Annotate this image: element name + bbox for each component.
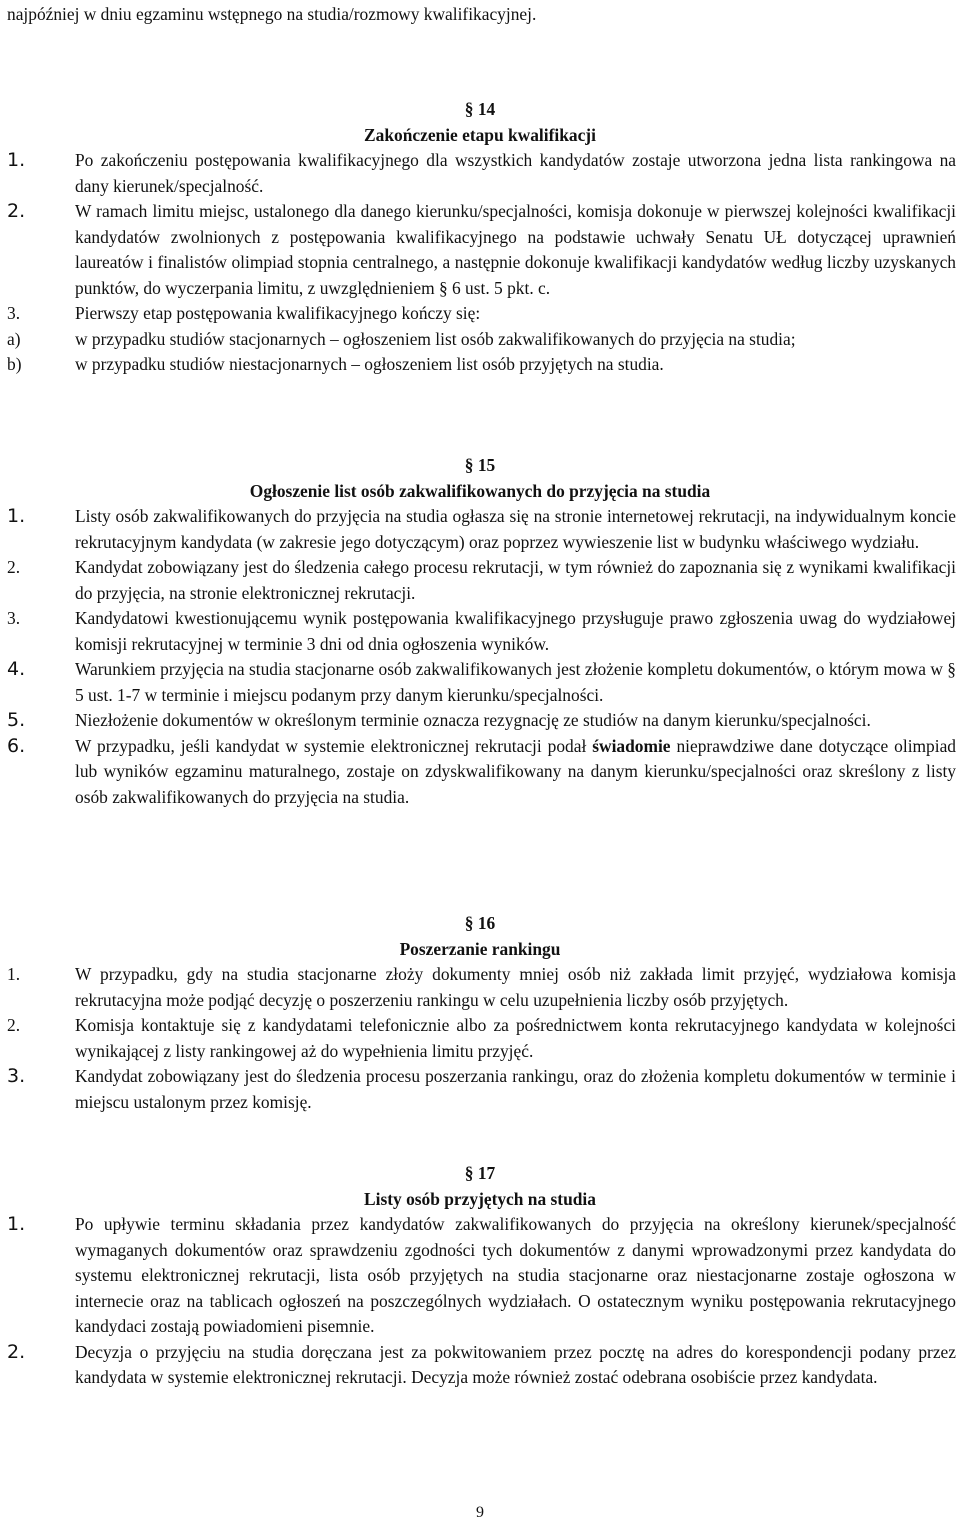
section-16 [0,911,960,1115]
emphasis-bold: świadomie [592,735,671,756]
s16-item-1: 1. W przypadku, gdy na studia stacjonarne złoży dokumenty mniej osób niż zakłada limit przyjęć, wydziałowa komisja rekrutacyjna może podjąć decyzję o poszerzeniu rankingu w celu uzupełnienia liczby osób przyjętych. [7,964,956,1010]
page-number: 9 [476,1504,484,1521]
section-14-title: Zakończenie etapu kwalifikacji [364,124,596,145]
section-16-heading [0,911,960,962]
section-17-title: Listy osób przyjętych na studia [364,1188,596,1209]
s15-item-6: 6. W przypadku, jeśli kandydat w systemie elektronicznej rekrutacji podał świadomie nieprawdziwe dane dotyczące olimpiad lub wyników egzaminu maturalnego, zostaje on zdyskwalifikowany na danym kierunku/specjalności oraz skreślony z listy osób zakwalifikowanych do przyjęcia na studia. [7,734,956,807]
s15-item-4: 4. Warunkiem przyjęcia na studia stacjonarne osób zakwalifikowanych jest złożenie kompletu dokumentów, o którym mowa w § 5 ust. 1-7 w terminie i miejscu podanym przy danym kierunku/specjalności. [7,658,956,705]
intro-line: najpóźniej w dniu egzaminu wstępnego na studia/rozmowy kwalifikacyjnej. [7,4,537,24]
s14-item-3: 3. Pierwszy etap postępowania kwalifikacyjnego kończy się: [7,303,481,323]
s17-item-2: 2. Decyzja o przyjęciu na studia doręczana jest za pokwitowaniem przez pocztę na adres do korespondencji podany przez kandydata w systemie elektronicznej rekrutacji. Decyzja może również zostać odebrana osobiście przez kandydata. [7,1340,956,1387]
s15-item-1: 1. Listy osób zakwalifikowanych do przyjęcia na studia ogłasza się na stronie internetowej rekrutacji, na indywidualnym koncie rekrutacyjnym kandydata (w zakresie jego dotyczącym) oraz poprzez wywieszenie list w budynku właściwego wydziału. [7,505,956,552]
s15-item-3: 3. Kandydatowi kwestionującemu wynik postępowania kwalifikacyjnego przysługuje prawo zgłoszenia uwag do wydziałowej komisji rekrutacyjnej w terminie 3 dni od dnia ogłoszenia wyników. [7,608,956,654]
section-14-number: § 14 [464,99,496,119]
section-15-title: Ogłoszenie list osób zakwalifikowanych do przyjęcia na studia [249,480,711,501]
section-17-heading [0,1161,960,1212]
section-16-title: Poszerzanie rankingu [399,938,561,959]
s17-item-1: 1. Po upływie terminu składania przez kandydatów zakwalifikowanych do przyjęcia na określony kierunek/specjalność wymaganych dokumentów oraz sprawdzeniu zgodności tych dokumentów z danymi wprowadzonymi przez kandydata do systemu elektronicznej rekrutacji, lista osób przyjętych na studia stacjonarne oraz niestacjonarne zostaje ogłoszona w internecie oraz na tablicach ogłoszeń na poszczególnych wydziałach. O ostatecznym wyniku postępowania rekrutacyjnego kandydaci zostają powiadomieni pisemnie. [7,1213,956,1336]
s14-item-2: 2. W ramach limitu miejsc, ustalonego dla danego kierunku/specjalności, komisja dokonuje w pierwszej kolejności kwalifikacji kandydatów zwolnionych z postępowania kwalifikacyjnego na podstawie uchwały Senatu UŁ dotyczącej uprawnień laureatów i finalistów olimpiad stopnia centralnego, a następnie dokonuje kwalifikacji kandydatów według liczby uzyskanych punktów, do wyczerpania limitu, z uwzględnieniem § 6 ust. 5 pkt. c. [7,200,956,298]
section-17-number: § 17 [464,1163,496,1183]
section-16-number: § 16 [464,913,496,933]
section-15-heading [0,453,960,504]
s16-item-3: 3. Kandydat zobowiązany jest do śledzenia procesu poszerzania rankingu, oraz do złożenia kompletu dokumentów w terminie i miejscu ustalonym przez komisję. [7,1065,956,1112]
s15-item-5: 5. Niezłożenie dokumentów w określonym terminie oznacza rezygnację ze studiów na danym kierunku/specjalności. [7,709,871,731]
section-14 [0,97,960,378]
section-15 [0,453,960,810]
s14-sub-b: b) w przypadku studiów niestacjonarnych – ogłoszeniem list osób przyjętych na studia. [7,354,664,374]
s14-item-1: 1. Po zakończeniu postępowania kwalifikacyjnego dla wszystkich kandydatów zostaje utworzona jedna lista rankingowa na dany kierunek/specjalność. [7,149,956,196]
section-15-number: § 15 [464,455,496,475]
section-17 [0,1161,960,1391]
s14-sub-a: a) w przypadku studiów stacjonarnych – ogłoszeniem list osób zakwalifikowanych do przyjęcia na studia; [7,328,796,349]
section-14-heading [0,97,960,148]
s16-item-2: 2. Komisja kontaktuje się z kandydatami telefonicznie albo za pośrednictwem konta rekrutacyjnego kandydata w kolejności wynikającej z listy rankingowej aż do wypełnienia limitu przyjęć. [7,1015,956,1061]
s15-item-2: 2. Kandydat zobowiązany jest do śledzenia całego procesu rekrutacji, w tym również do zapoznania się z wynikami kwalifikacji do przyjęcia, na stronie elektronicznej rekrutacji. [7,557,956,603]
